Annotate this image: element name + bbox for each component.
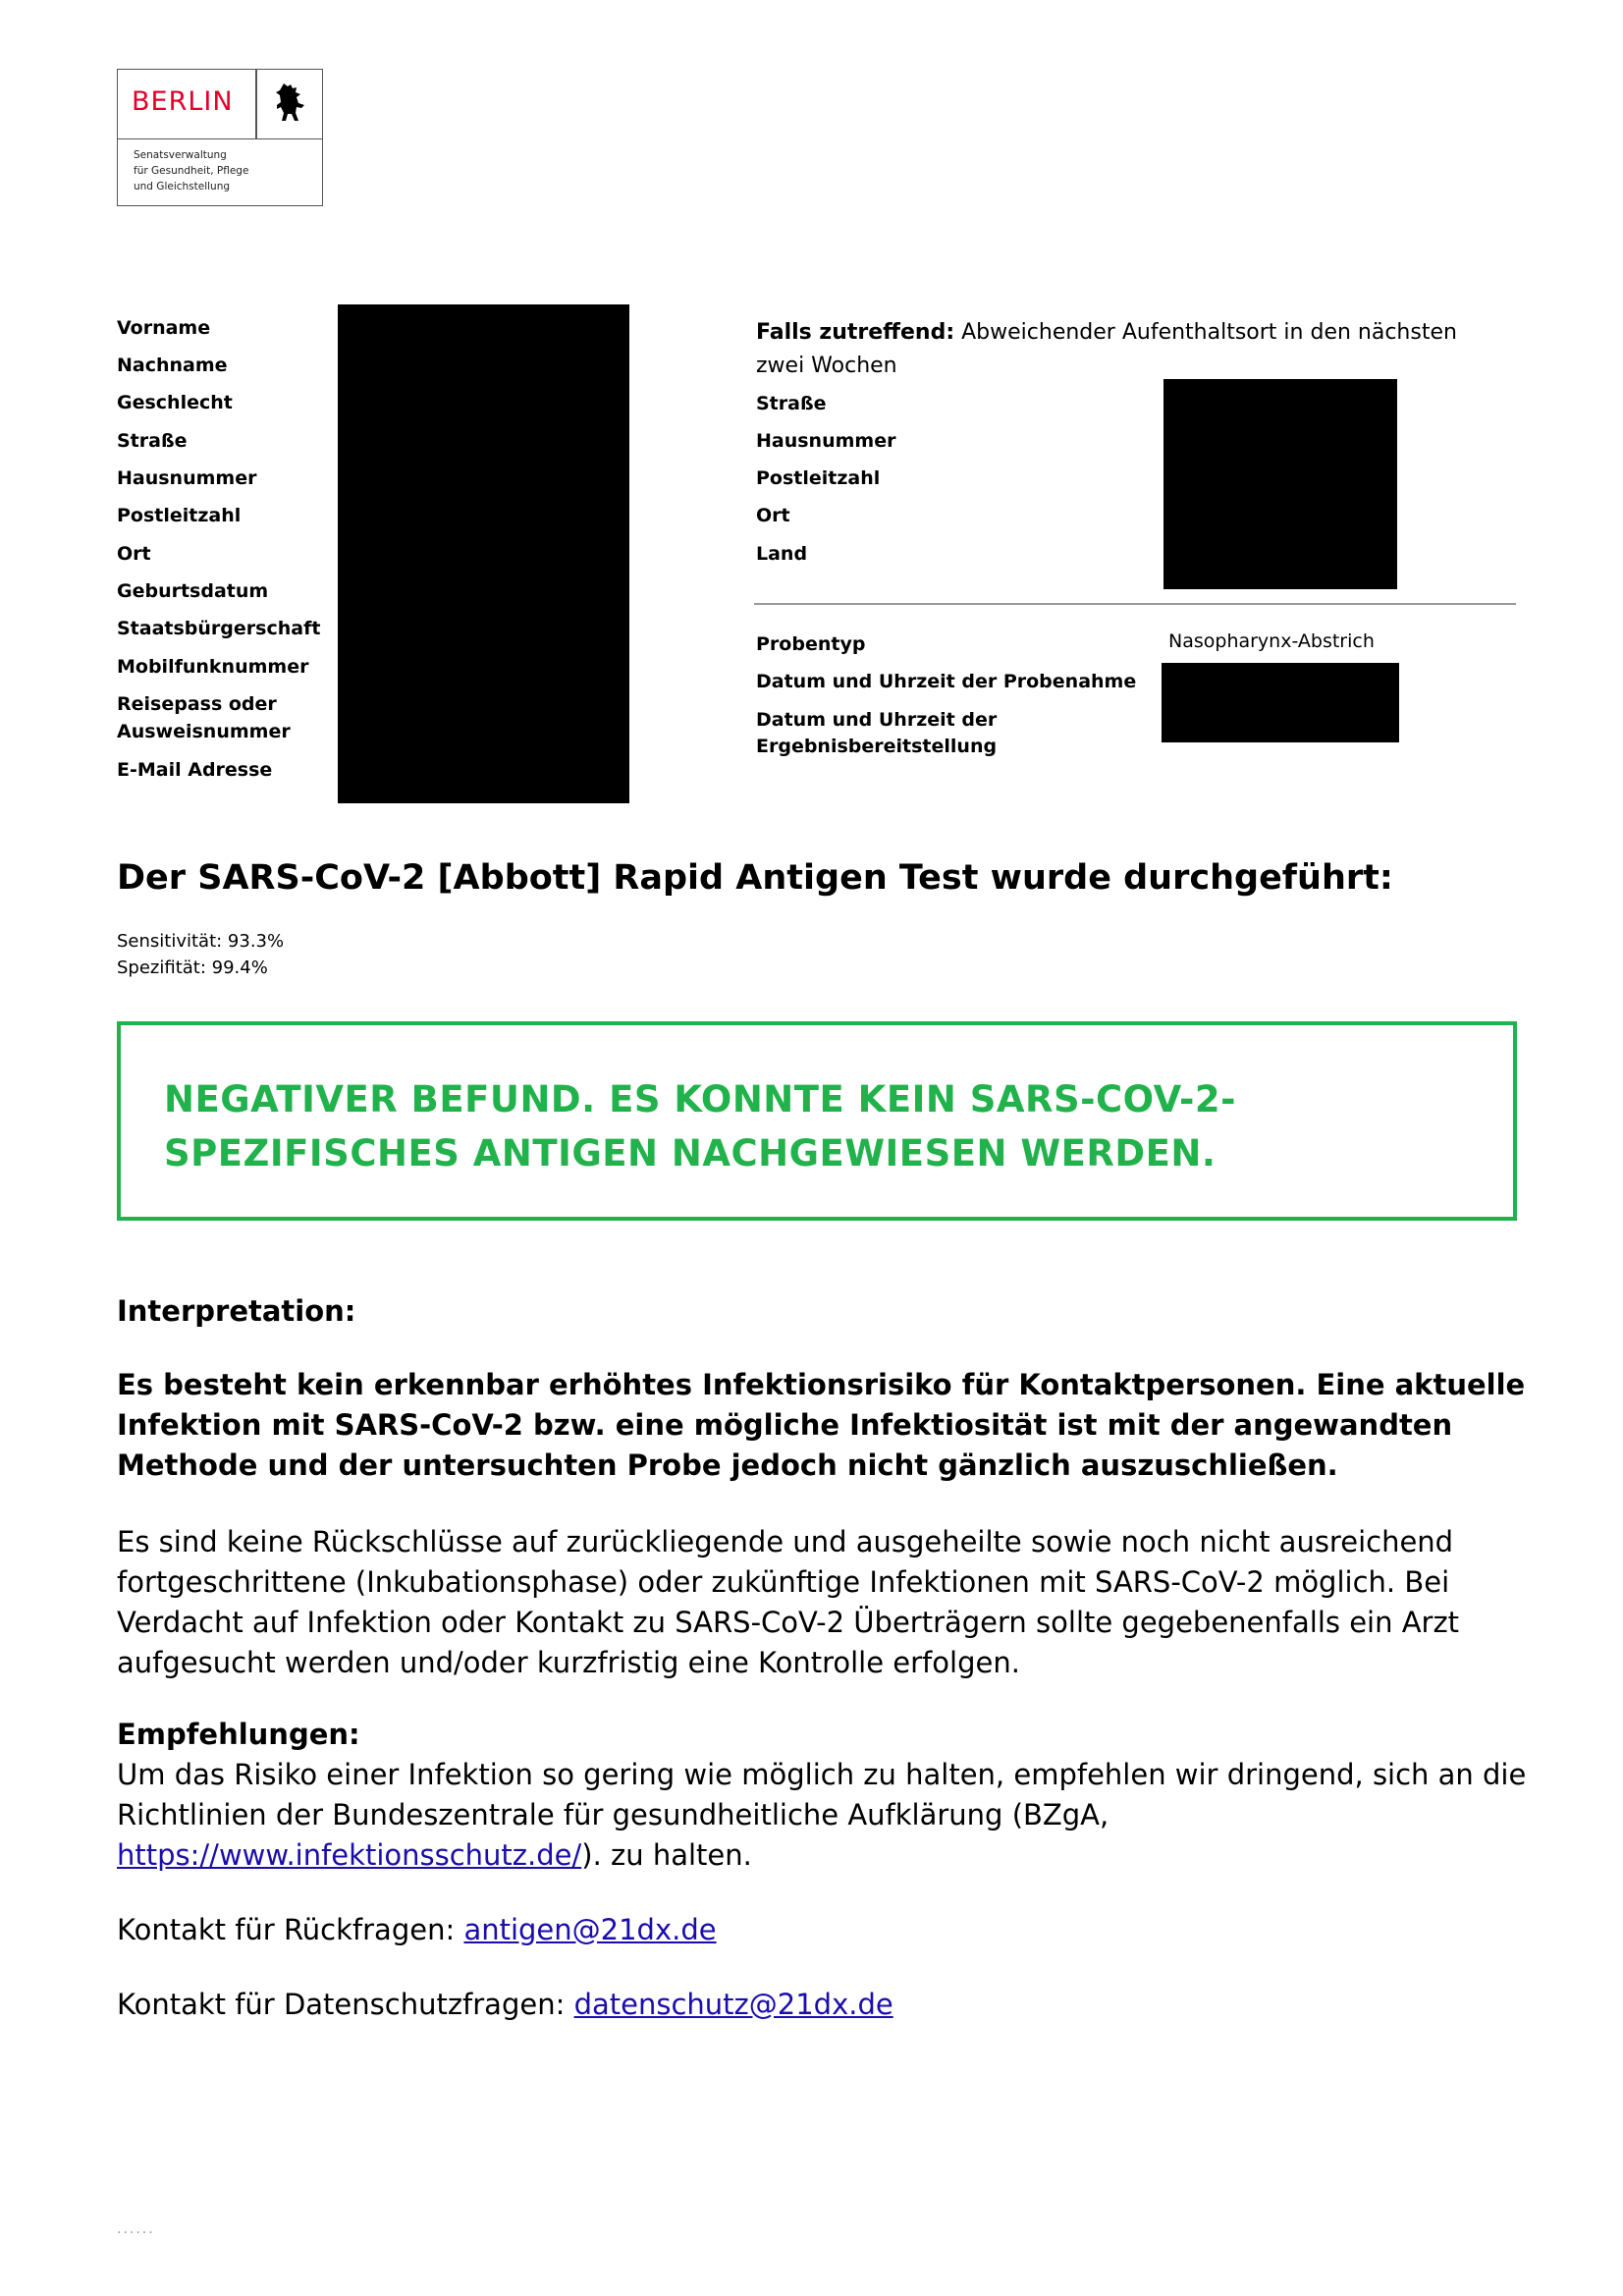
label-alt-ort: Ort (756, 505, 790, 526)
dept-line-2: für Gesundheit, Pflege (134, 165, 249, 177)
bzga-link[interactable]: https://www.infektionsschutz.de/ (117, 1838, 582, 1872)
contact-questions-label: Kontakt für Rückfragen: (117, 1913, 464, 1946)
label-ausweisnummer: Ausweisnummer (117, 721, 291, 742)
label-probentyp: Probentyp (756, 633, 866, 655)
berlin-logo (117, 69, 323, 206)
interpretation-heading: Interpretation: (117, 1294, 356, 1328)
interpretation-bold-text: Es besteht kein erkennbar erhöhtes Infektionsrisiko für Kontaktpersonen. Eine aktuelle Infektion mit SARS-CoV-2 bzw. eine mögliche Infektiosität ist mit der angewandten Methode und der untersuchten Probe jedoch nicht gänzlich auszuschließen. (117, 1368, 1526, 1482)
interpretation-text: Es sind keine Rückschlüsse auf zurückliegende und ausgeheilte sowie noch nicht ausreichend fortgeschrittene (Inkubationsphase) oder zukünftige Infektionen mit SARS-CoV-2 möglich. Bei Verdacht auf Infektion oder Kontakt zu SARS-CoV-2 Überträgern sollte gegebenenfalls ein Arzt aufgesucht werden und/oder kurzfristig eine Kontrolle erfolgen. (117, 1525, 1460, 1679)
label-postleitzahl: Postleitzahl (117, 505, 242, 526)
recommendations-text (117, 1755, 1531, 1876)
result-line-2: SPEZIFISCHES ANTIGEN NACHGEWIESEN WERDEN. (164, 1132, 1217, 1175)
footer-dots: ...... (117, 2221, 155, 2237)
label-alt-postleitzahl: Postleitzahl (756, 467, 881, 489)
label-geschlecht: Geschlecht (117, 392, 233, 413)
contact-privacy-label: Kontakt für Datenschutzfragen: (117, 1988, 574, 2021)
label-nachname: Nachname (117, 355, 228, 376)
label-probenahme: Datum und Uhrzeit der Probenahme (756, 671, 1137, 692)
label-geburtsdatum: Geburtsdatum (117, 580, 269, 602)
antigen-email-link[interactable]: antigen@21dx.de (463, 1913, 717, 1946)
alt-address-intro-bold: Falls zutreffend: (756, 320, 955, 345)
label-strasse: Straße (117, 430, 188, 452)
recommendations-heading: Empfehlungen: (117, 1718, 360, 1751)
section-divider (754, 603, 1516, 605)
label-hausnummer: Hausnummer (117, 467, 257, 489)
recommendations-text-after: ). zu halten. (581, 1838, 752, 1872)
label-alt-land: Land (756, 543, 808, 565)
privacy-email-link[interactable]: datenschutz@21dx.de (573, 1988, 893, 2021)
result-line-1: NEGATIVER BEFUND. ES KONNTE KEIN SARS-COV-2- (164, 1078, 1237, 1121)
alt-address-intro-text: Abweichender Aufenthaltsort in den nächsten zwei Wochen (756, 320, 1457, 378)
result-text (164, 1072, 1236, 1180)
specificity: Spezifität: 99.4% (117, 957, 268, 978)
label-mobilfunknummer: Mobilfunknummer (117, 656, 309, 678)
recommendations-text-before: Um das Risiko einer Infektion so gering wie möglich zu halten, empfehlen wir dringend, sich an die Richtlinien der Bundeszentrale für gesundheitliche Aufklärung (BZgA, (117, 1758, 1527, 1831)
logo-header (118, 70, 322, 139)
value-probentyp: Nasopharynx-Abstrich (1168, 630, 1375, 652)
berlin-bear-icon (270, 80, 313, 131)
alt-address-intro (756, 316, 1502, 383)
redacted-alt-address (1163, 379, 1397, 589)
label-reisepass: Reisepass oder (117, 693, 277, 715)
label-alt-strasse: Straße (756, 393, 827, 414)
label-alt-hausnummer: Hausnummer (756, 430, 896, 452)
recommendations-section (117, 1715, 1531, 1876)
test-title: Der SARS-CoV-2 [Abbott] Rapid Antigen Test wurde durchgeführt: (117, 858, 1393, 898)
logo-wordmark: BERLIN (132, 86, 234, 117)
redacted-person-data (338, 304, 629, 803)
logo-department (134, 147, 248, 194)
label-vorname: Vorname (117, 317, 211, 339)
sensitivity: Sensitivität: 93.3% (117, 931, 285, 952)
label-ort: Ort (117, 543, 151, 565)
label-staatsbuergerschaft: Staatsbürgerschaft (117, 618, 321, 639)
label-email: E-Mail Adresse (117, 759, 273, 781)
contact-privacy (117, 1985, 1531, 2025)
contact-questions (117, 1910, 1531, 1950)
result-box (117, 1021, 1517, 1221)
logo-separator (255, 70, 257, 139)
dept-line-1: Senatsverwaltung (134, 149, 227, 161)
label-ergebnis-1: Datum und Uhrzeit der (756, 709, 998, 731)
redacted-dates (1162, 663, 1399, 742)
dept-line-3: und Gleichstellung (134, 181, 231, 192)
label-ergebnis-2: Ergebnisbereitstellung (756, 736, 998, 757)
test-metrics (117, 928, 284, 981)
